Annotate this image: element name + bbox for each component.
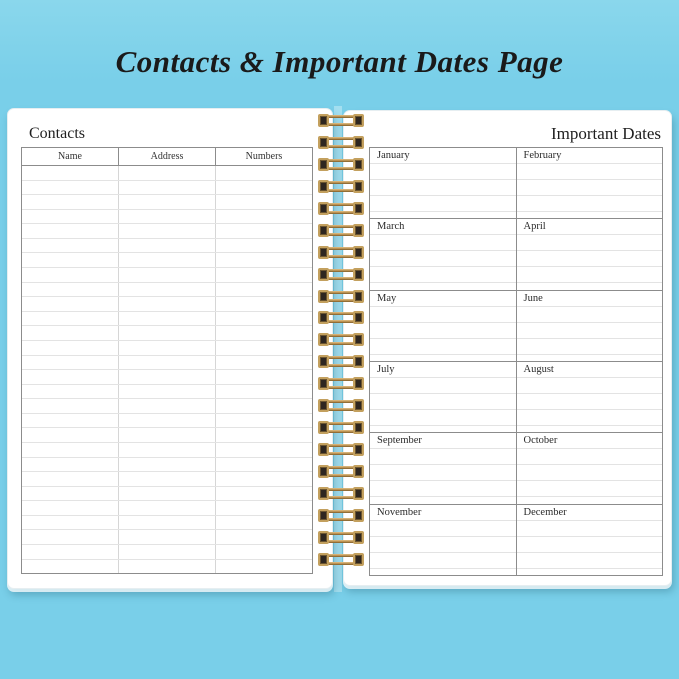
month-rule-line [517, 537, 663, 553]
binding-clasp-icon [318, 158, 329, 171]
binding-loop [318, 290, 364, 303]
binding-clasp-icon [318, 224, 329, 237]
contacts-table [21, 147, 313, 574]
contact-cell-numbers [216, 224, 312, 238]
contact-row [22, 312, 312, 327]
month-cell-april [517, 219, 663, 289]
contact-cell-numbers [216, 370, 312, 384]
contact-row [22, 341, 312, 356]
binding-clasp-icon [353, 465, 364, 478]
contact-cell-name [22, 239, 119, 253]
binding-clasp-icon [353, 487, 364, 500]
contact-cell-numbers [216, 166, 312, 180]
month-rule-line [517, 521, 663, 537]
contact-row [22, 501, 312, 516]
contact-row [22, 443, 312, 458]
contact-cell-numbers [216, 560, 312, 574]
contact-cell-address [119, 428, 216, 442]
contact-cell-numbers [216, 341, 312, 355]
contact-cell-name [22, 443, 119, 457]
contacts-heading: Contacts [29, 125, 85, 142]
month-cell-february [517, 148, 663, 218]
binding-clasp-icon [353, 355, 364, 368]
binding-clasp-icon [353, 180, 364, 193]
binding-clasp-icon [318, 180, 329, 193]
binding-clasp-icon [318, 114, 329, 127]
binding-clasp-icon [318, 202, 329, 215]
contact-cell-name [22, 516, 119, 530]
contact-cell-name [22, 530, 119, 544]
month-label-august: August [517, 362, 663, 378]
month-rule-line [517, 465, 663, 481]
contact-cell-name [22, 224, 119, 238]
left-page [7, 108, 333, 589]
contact-cell-address [119, 560, 216, 574]
contact-row [22, 297, 312, 312]
binding-clasp-icon [318, 487, 329, 500]
month-rule-line [517, 339, 663, 355]
binding-loop [318, 377, 364, 390]
contact-cell-address [119, 443, 216, 457]
month-cell-may [370, 291, 517, 361]
contact-cell-name [22, 399, 119, 413]
month-label-december: December [517, 505, 663, 521]
contact-cell-numbers [216, 472, 312, 486]
month-rule-line [370, 449, 516, 465]
month-cell-march [370, 219, 517, 289]
contact-cell-address [119, 268, 216, 282]
month-row [370, 433, 662, 504]
month-rule-line [517, 180, 663, 196]
contact-cell-address [119, 399, 216, 413]
contact-cell-numbers [216, 399, 312, 413]
contact-cell-address [119, 370, 216, 384]
contact-cell-numbers [216, 297, 312, 311]
binding-clasp-icon [353, 399, 364, 412]
month-label-february: February [517, 148, 663, 164]
binding-loop [318, 509, 364, 522]
contact-row [22, 166, 312, 181]
binding-loop [318, 399, 364, 412]
contact-cell-name [22, 414, 119, 428]
month-rule-line [370, 521, 516, 537]
month-rule-line [517, 394, 663, 410]
month-rule-line [370, 164, 516, 180]
contact-cell-name [22, 210, 119, 224]
month-row [370, 291, 662, 362]
month-rule-line [517, 449, 663, 465]
contact-cell-numbers [216, 239, 312, 253]
contacts-table-header-row [22, 148, 312, 166]
contact-cell-address [119, 545, 216, 559]
contact-cell-address [119, 239, 216, 253]
contacts-table-body [22, 166, 312, 573]
binding-loop [318, 531, 364, 544]
month-row [370, 505, 662, 575]
contact-row [22, 370, 312, 385]
contact-cell-address [119, 195, 216, 209]
contact-row [22, 385, 312, 400]
contact-row [22, 530, 312, 545]
contact-cell-numbers [216, 385, 312, 399]
contact-cell-name [22, 181, 119, 195]
contact-row [22, 268, 312, 283]
important-dates-heading: Important Dates [551, 124, 661, 143]
binding-loop [318, 333, 364, 346]
contact-cell-address [119, 283, 216, 297]
contact-cell-name [22, 326, 119, 340]
contact-cell-numbers [216, 516, 312, 530]
contact-cell-numbers [216, 414, 312, 428]
month-cell-january [370, 148, 517, 218]
contact-cell-name [22, 195, 119, 209]
contact-cell-numbers [216, 530, 312, 544]
column-header-name: Name [22, 148, 119, 165]
contact-row [22, 253, 312, 268]
month-row [370, 148, 662, 219]
contact-cell-name [22, 501, 119, 515]
binding-clasp-icon [318, 531, 329, 544]
contact-row [22, 545, 312, 560]
month-label-may: May [370, 291, 516, 307]
contact-cell-numbers [216, 487, 312, 501]
binding-clasp-icon [353, 202, 364, 215]
month-rule-line [370, 307, 516, 323]
month-cell-october [517, 433, 663, 503]
binding-clasp-icon [318, 268, 329, 281]
contact-row [22, 326, 312, 341]
contact-row [22, 560, 312, 574]
contact-cell-address [119, 501, 216, 515]
binding-loop [318, 443, 364, 456]
contact-cell-address [119, 487, 216, 501]
binding-loop [318, 355, 364, 368]
contact-row [22, 458, 312, 473]
contact-cell-name [22, 472, 119, 486]
binding-clasp-icon [353, 333, 364, 346]
month-rule-line [517, 251, 663, 267]
month-rule-line [370, 235, 516, 251]
month-rule-line [517, 481, 663, 497]
contact-cell-address [119, 516, 216, 530]
binding-clasp-icon [318, 333, 329, 346]
binding-loop [318, 114, 364, 127]
month-label-march: March [370, 219, 516, 235]
binding-loop [318, 246, 364, 259]
contact-row [22, 414, 312, 429]
contact-row [22, 181, 312, 196]
contact-cell-numbers [216, 195, 312, 209]
month-rule-line [517, 410, 663, 426]
month-cell-september [370, 433, 517, 503]
month-label-july: July [370, 362, 516, 378]
binding-clasp-icon [318, 465, 329, 478]
contact-cell-address [119, 253, 216, 267]
contact-row [22, 224, 312, 239]
right-page [343, 110, 672, 586]
contact-cell-address [119, 224, 216, 238]
month-cell-august [517, 362, 663, 432]
month-rule-line [370, 465, 516, 481]
month-label-june: June [517, 291, 663, 307]
contact-cell-address [119, 414, 216, 428]
month-rule-line [370, 537, 516, 553]
contact-cell-name [22, 166, 119, 180]
spiral-binding [318, 114, 364, 566]
month-row [370, 362, 662, 433]
contact-cell-address [119, 341, 216, 355]
month-rule-line [517, 553, 663, 569]
contact-cell-numbers [216, 356, 312, 370]
month-label-november: November [370, 505, 516, 521]
binding-loop [318, 465, 364, 478]
contact-cell-name [22, 297, 119, 311]
contact-cell-numbers [216, 253, 312, 267]
month-cell-june [517, 291, 663, 361]
binding-clasp-icon [318, 377, 329, 390]
contact-row [22, 195, 312, 210]
contact-row [22, 516, 312, 531]
contact-cell-name [22, 385, 119, 399]
contact-cell-address [119, 166, 216, 180]
contact-row [22, 487, 312, 502]
month-rule-line [517, 267, 663, 283]
column-header-address: Address [119, 148, 216, 165]
contact-cell-numbers [216, 545, 312, 559]
contact-cell-numbers [216, 283, 312, 297]
month-rule-line [370, 394, 516, 410]
contact-cell-address [119, 530, 216, 544]
binding-clasp-icon [353, 158, 364, 171]
page-title: Contacts & Important Dates Page [115, 44, 564, 79]
contact-cell-name [22, 253, 119, 267]
binding-clasp-icon [353, 290, 364, 303]
contact-row [22, 428, 312, 443]
month-rule-line [517, 323, 663, 339]
contact-cell-name [22, 356, 119, 370]
month-rule-line [517, 164, 663, 180]
month-rule-line [517, 307, 663, 323]
binding-loop [318, 311, 364, 324]
contact-row [22, 356, 312, 371]
contact-cell-address [119, 312, 216, 326]
contact-cell-address [119, 385, 216, 399]
column-header-numbers: Numbers [245, 151, 283, 162]
binding-clasp-icon [353, 509, 364, 522]
contact-cell-name [22, 370, 119, 384]
month-rule-line [370, 267, 516, 283]
binding-loop [318, 158, 364, 171]
important-dates-grid [369, 147, 663, 576]
month-rule-line [370, 251, 516, 267]
month-label-april: April [517, 219, 663, 235]
contact-row [22, 399, 312, 414]
contact-cell-numbers [216, 312, 312, 326]
contact-cell-numbers [216, 326, 312, 340]
month-rule-line [370, 481, 516, 497]
month-cell-july [370, 362, 517, 432]
contact-cell-name [22, 341, 119, 355]
binding-clasp-icon [353, 311, 364, 324]
contact-cell-numbers [216, 268, 312, 282]
binding-clasp-icon [353, 531, 364, 544]
contact-cell-numbers [216, 181, 312, 195]
binding-clasp-icon [353, 268, 364, 281]
month-label-october: October [517, 433, 663, 449]
binding-loop [318, 202, 364, 215]
binding-clasp-icon [353, 377, 364, 390]
month-row [370, 219, 662, 290]
month-rule-line [370, 553, 516, 569]
contact-cell-name [22, 545, 119, 559]
month-label-january: January [370, 148, 516, 164]
contact-row [22, 210, 312, 225]
month-rule-line [370, 378, 516, 394]
contact-cell-numbers [216, 428, 312, 442]
contact-cell-address [119, 210, 216, 224]
binding-loop [318, 487, 364, 500]
contact-cell-numbers [216, 443, 312, 457]
month-rule-line [517, 378, 663, 394]
binding-clasp-icon [353, 553, 364, 566]
binding-clasp-icon [318, 355, 329, 368]
contact-cell-name [22, 428, 119, 442]
contact-cell-address [119, 181, 216, 195]
binding-clasp-icon [318, 246, 329, 259]
contact-cell-address [119, 326, 216, 340]
month-rule-line [370, 180, 516, 196]
binding-clasp-icon [353, 421, 364, 434]
contact-cell-address [119, 472, 216, 486]
month-rule-line [370, 323, 516, 339]
month-rule-line [370, 339, 516, 355]
contact-cell-name [22, 458, 119, 472]
binding-clasp-icon [353, 114, 364, 127]
contact-row [22, 239, 312, 254]
binding-clasp-icon [318, 443, 329, 456]
contact-cell-name [22, 268, 119, 282]
binding-clasp-icon [318, 421, 329, 434]
month-cell-december [517, 505, 663, 575]
month-rule-line [370, 196, 516, 212]
month-rule-line [517, 196, 663, 212]
month-rule-line [370, 410, 516, 426]
binding-clasp-icon [353, 224, 364, 237]
binding-clasp-icon [318, 290, 329, 303]
contact-row [22, 472, 312, 487]
binding-loop [318, 268, 364, 281]
month-label-september: September [370, 433, 516, 449]
binding-clasp-icon [318, 509, 329, 522]
binding-loop [318, 553, 364, 566]
binding-clasp-icon [318, 136, 329, 149]
contact-cell-name [22, 312, 119, 326]
binding-loop [318, 136, 364, 149]
contact-cell-numbers [216, 458, 312, 472]
binding-loop [318, 180, 364, 193]
contact-cell-numbers [216, 210, 312, 224]
month-rule-line [517, 235, 663, 251]
binding-clasp-icon [353, 443, 364, 456]
contact-cell-address [119, 458, 216, 472]
binding-clasp-icon [353, 246, 364, 259]
contact-cell-numbers [216, 501, 312, 515]
contact-cell-name [22, 487, 119, 501]
contact-row [22, 283, 312, 298]
contact-cell-name [22, 560, 119, 574]
binding-loop [318, 224, 364, 237]
month-cell-november [370, 505, 517, 575]
binding-clasp-icon [318, 399, 329, 412]
contact-cell-address [119, 297, 216, 311]
contact-cell-address [119, 356, 216, 370]
binding-clasp-icon [318, 311, 329, 324]
binding-clasp-icon [318, 553, 329, 566]
binding-clasp-icon [353, 136, 364, 149]
contact-cell-name [22, 283, 119, 297]
binding-loop [318, 421, 364, 434]
